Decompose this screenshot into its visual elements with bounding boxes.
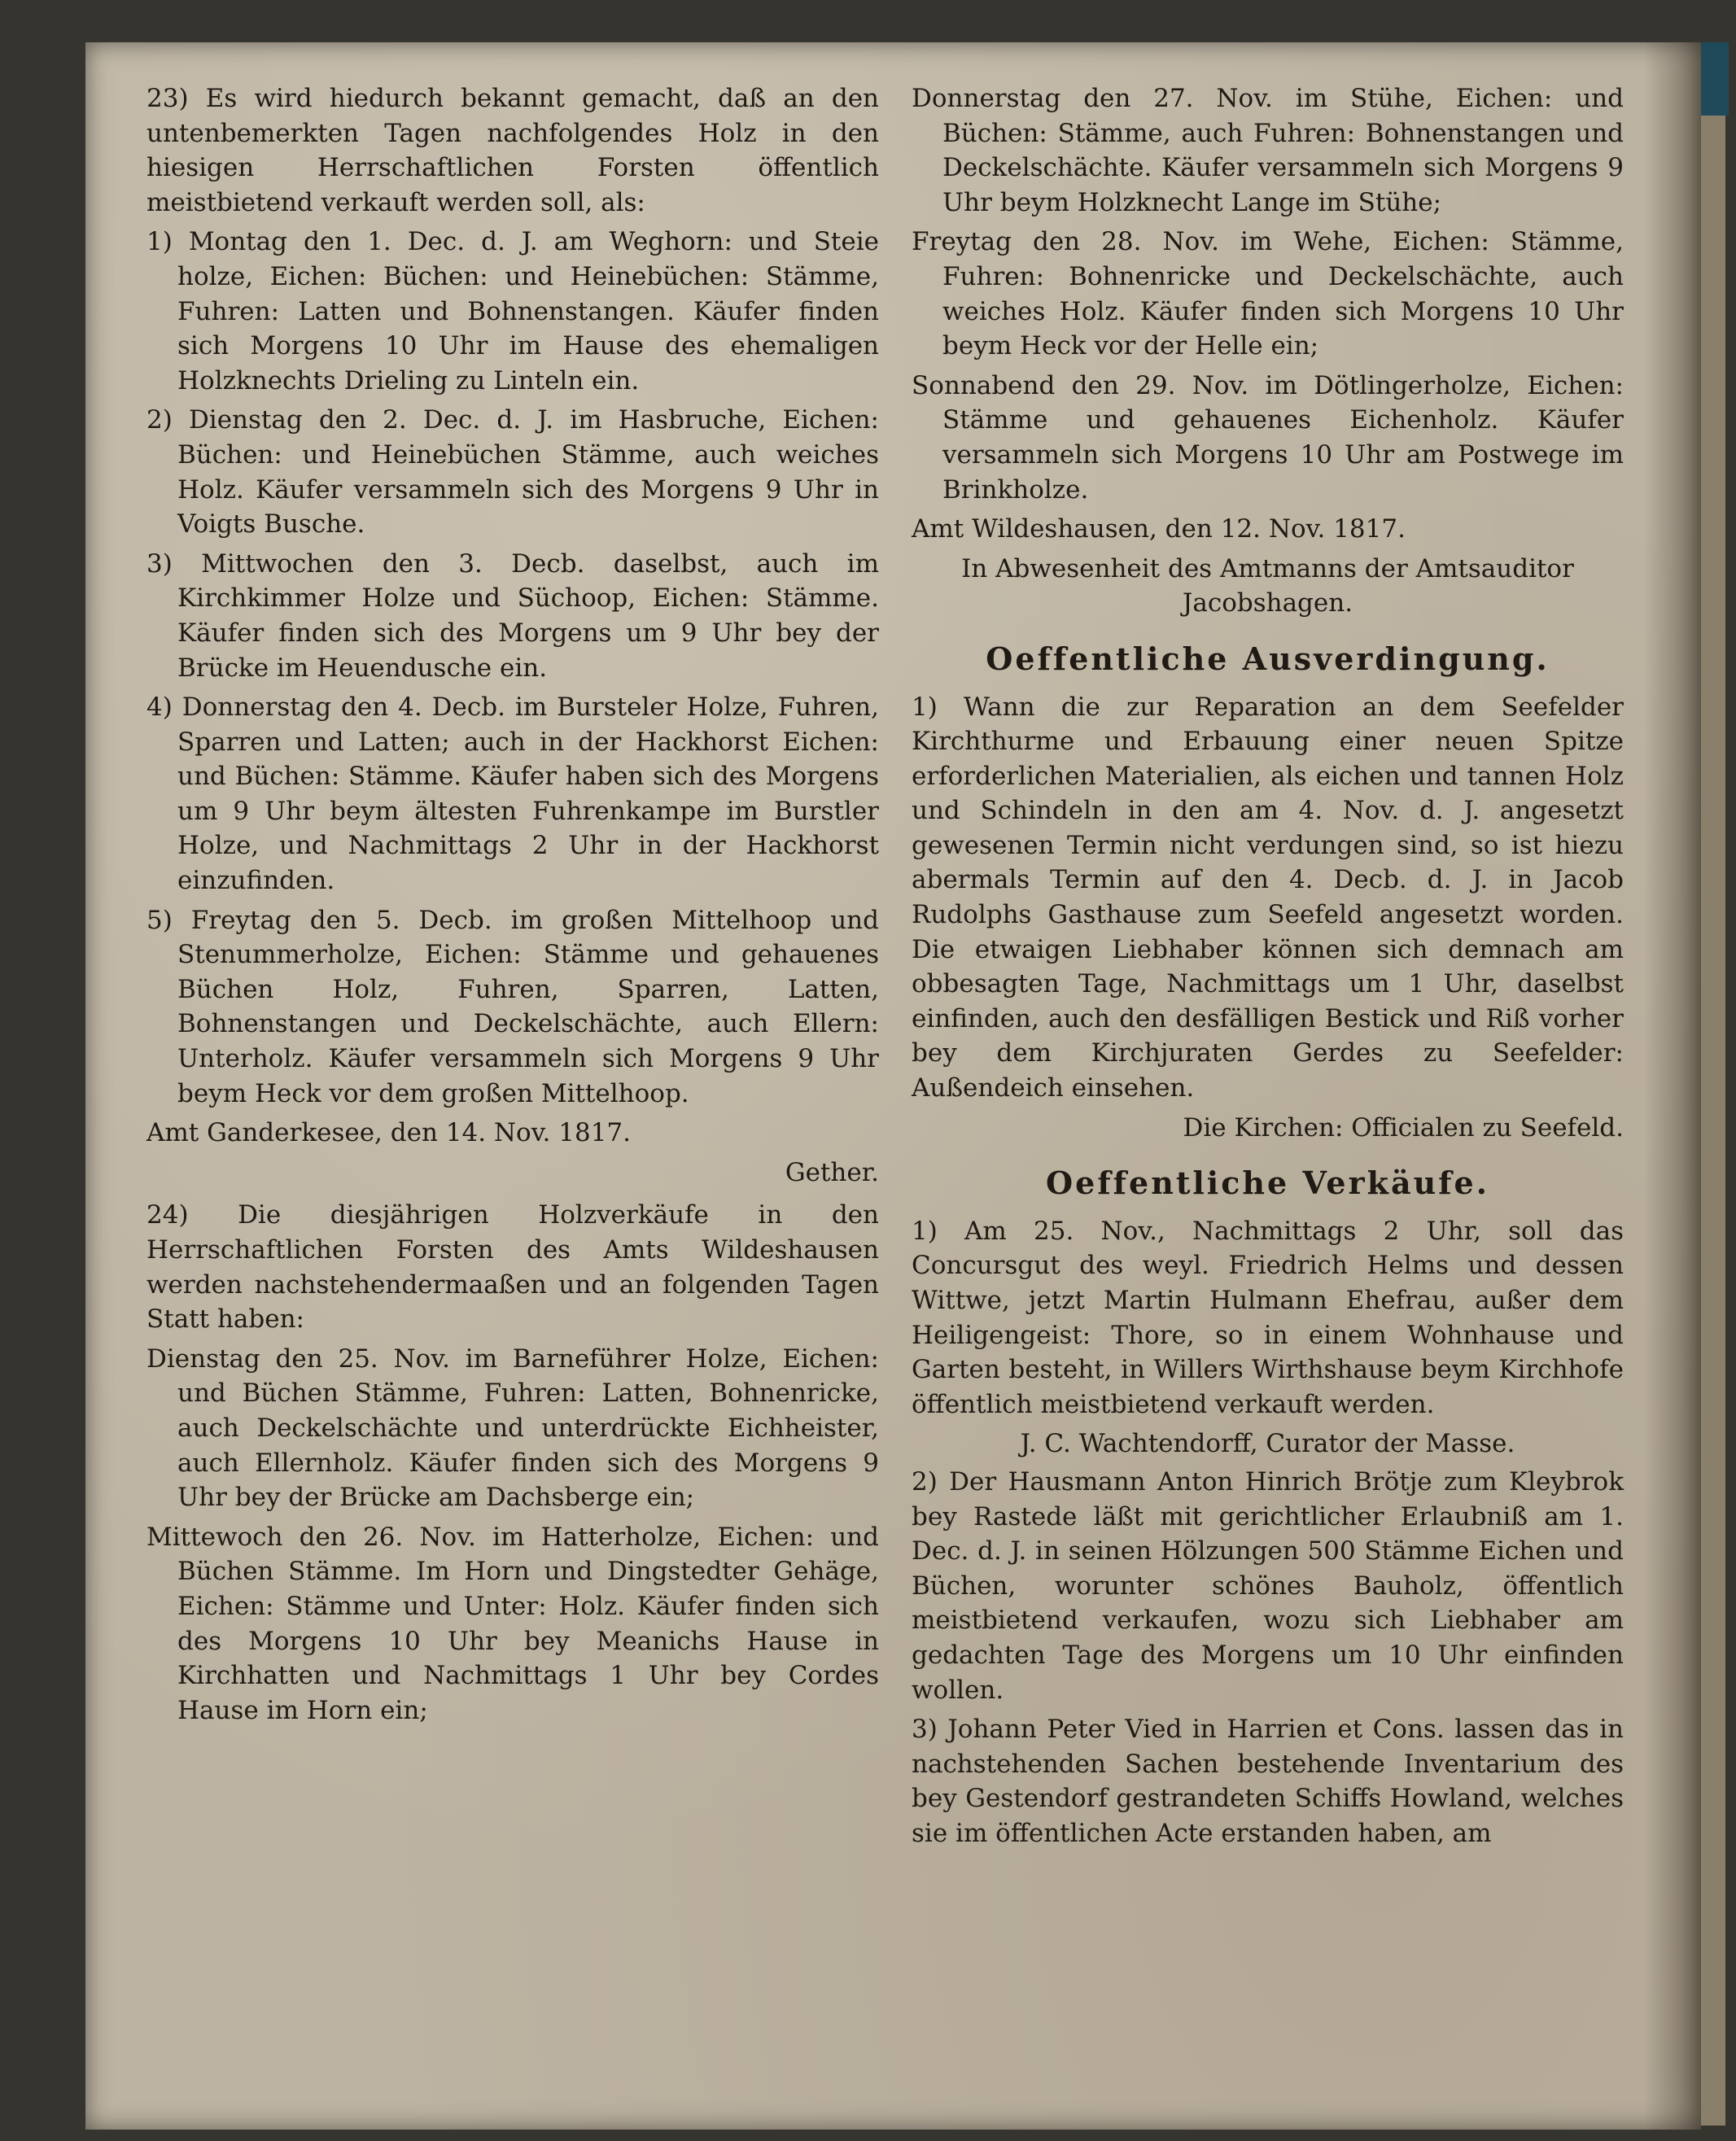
- right-column-paragraph-11: 2) Der Hausmann Anton Hinrich Brötje zum Kleybrok bey Rastede läßt mit gerichtlicher Erlaubniß am 1. Dec. d. J. in seinen Hölzungen 500 Stämme Eichen und Büchen, worunter schönes Bauholz, öffentlich meistbietend verkaufen, wozu sich Liebhaber am gedachten Tage des Morgens um 10 Uhr einfinden wollen.: [912, 1466, 1624, 1705]
- left-column-paragraph-4: 4) Donnerstag den 4. Decb. im Bursteler Holze, Fuhren, Sparren und Latten; auch in der Hackhorst Eichen: und Büchen: Stämme. Käufer haben sich des Morgens um 9 Uhr beym ältesten Fuhrenkampe im Burstler Holze, und Nachmittags 2 Uhr in der Hackhorst einzufinden.: [146, 693, 879, 896]
- left-column-paragraph-3: 3) Mittwochen den 3. Decb. daselbst, auch im Kirchkimmer Holze und Süchoop, Eichen: Stämme. Käufer finden sich des Morgens um 9 Uhr bey der Brücke im Heuendusche ein.: [146, 548, 879, 683]
- left-column-paragraph-9: Dienstag den 25. Nov. im Barneführer Holze, Eichen: und Büchen Stämme, Fuhren: Latten, Bohnenricke, auch Deckelschächte und unterdrückte Eichheister, auch Ellernholz. Käufer finden sich des Morgens 9 Uhr bey der Brücke am Dachsberge ein;: [146, 1344, 879, 1513]
- left-column-paragraph-5: 5) Freytag den 5. Decb. im großen Mittelhoop und Stenummerholze, Eichen: Stämme und gehauenes Büchen Holz, Fuhren, Sparren, Latten, Bohnenstangen und Deckelschächte, auch Ellern: Unterholz. Käufer versammeln sich Morgens 9 Uhr beym Heck vor dem großen Mittelhoop.: [146, 905, 879, 1108]
- right-column-paragraph-10: J. C. Wachtendorff, Curator der Masse.: [1020, 1429, 1515, 1459]
- right-column-paragraph-5: Oeffentliche Ausverdingung.: [986, 640, 1550, 677]
- right-column: [912, 81, 1624, 1856]
- left-column-paragraph-6: Amt Ganderkesee, den 14. Nov. 1817.: [146, 1118, 631, 1148]
- right-column-paragraph-9: 1) Am 25. Nov., Nachmittags 2 Uhr, soll das Concursgut des weyl. Friedrich Helms und dessen Wittwe, jetzt Martin Hulmann Ehefrau, außer dem Heiligengeist: Thore, so in einem Wohnhause und Garten besteht, in Willers Wirthshause beym Kirchhofe öffentlich meistbietend verkauft werden.: [912, 1216, 1624, 1419]
- left-column-paragraph-1: 1) Montag den 1. Dec. d. J. am Weghorn: und Steie holze, Eichen: Büchen: und Heinebüchen: Stämme, Fuhren: Latten und Bohnenstangen. Käufer finden sich Morgens 10 Uhr im Hause des ehemaligen Holzknechts Drieling zu Linteln ein.: [146, 227, 879, 395]
- right-column-paragraph-4: In Abwesenheit des Amtmanns der Amtsauditor Jacobshagen.: [961, 553, 1574, 618]
- page-spine-shadow: [1644, 42, 1701, 2130]
- left-column-paragraph-10: Mittewoch den 26. Nov. im Hatterholze, Eichen: und Büchen Stämme. Im Horn und Dingstedter Gehäge, Eichen: Stämme und Unter: Holz. Käufer finden sich des Morgens 10 Uhr bey Meanichs Hause in Kirchhatten und Nachmittags 1 Uhr bey Cordes Hause im Horn ein;: [146, 1522, 879, 1725]
- right-column-paragraph-12: 3) Johann Peter Vied in Harrien et Cons. lassen das in nachstehenden Sachen bestehende Inventarium des bey Gestendorf gestrandeten Schiffs Howland, welches sie im öffentlichen Acte erstanden haben, am: [912, 1715, 1624, 1848]
- right-column-paragraph-3: Amt Wildeshausen, den 12. Nov. 1817.: [912, 514, 1406, 544]
- left-column-paragraph-0: 23) Es wird hiedurch bekannt gemacht, daß an den untenbemerkten Tagen nachfolgendes Holz in den hiesigen Herrschaftlichen Forsten öffentlich meistbietend verkauft werden soll, als:: [146, 84, 879, 217]
- page-edge: [1701, 59, 1725, 2126]
- left-column-paragraph-7: Gether.: [785, 1157, 879, 1187]
- left-column: [146, 81, 879, 1732]
- right-column-paragraph-8: Oeffentliche Verkäufe.: [1046, 1164, 1489, 1202]
- left-column-paragraph-8: 24) Die diesjährigen Holzverkäufe in den Herrschaftlichen Forsten des Amts Wildeshausen werden nachstehendermaaßen und an folgenden Tagen Statt haben:: [146, 1200, 879, 1335]
- right-column-paragraph-6: 1) Wann die zur Reparation an dem Seefelder Kirchthurme und Erbauung einer neuen Spitze erforderlichen Materialien, als eichen und tannen Holz und Schindeln in den am 4. Nov. d. J. angesetzt gewesenen Termin nicht verdungen sind, so ist hiezu abermals Termin auf den 4. Decb. d. J. in Jacob Rudolphs Gasthause zum Seefeld angesetzt worden. Die etwaigen Liebhaber können sich demnach am obbesagten Tage, Nachmittags um 1 Uhr, daselbst einfinden, auch den desfälligen Bestick und Riß vorher bey dem Kirchjuraten Gerdes zu Seefelder: Außendeich einsehen.: [912, 692, 1624, 1103]
- right-column-paragraph-1: Freytag den 28. Nov. im Wehe, Eichen: Stämme, Fuhren: Bohnenricke und Deckelschächte, auch weiches Holz. Käufer finden sich Morgens 10 Uhr beym Heck vor der Helle ein;: [912, 227, 1624, 361]
- right-column-paragraph-0: Donnerstag den 27. Nov. im Stühe, Eichen: und Büchen: Stämme, auch Fuhren: Bohnenstangen und Deckelschächte. Käufer versammeln sich Morgens 9 Uhr beym Holzknecht Lange im Stühe;: [912, 84, 1624, 217]
- left-column-paragraph-2: 2) Dienstag den 2. Dec. d. J. im Hasbruche, Eichen: Büchen: und Heinebüchen Stämme, auch weiches Holz. Käufer versammeln sich des Morgens 9 Uhr in Voigts Busche.: [146, 405, 879, 540]
- right-column-paragraph-7: Die Kirchen: Officialen zu Seefeld.: [1183, 1112, 1624, 1143]
- page-tab-marker: [1701, 42, 1729, 116]
- right-column-paragraph-2: Sonnabend den 29. Nov. im Dötlingerholze, Eichen: Stämme und gehauenes Eichenholz. Käufer versammeln sich Morgens 10 Uhr am Postwege im Brinkholze.: [912, 370, 1624, 505]
